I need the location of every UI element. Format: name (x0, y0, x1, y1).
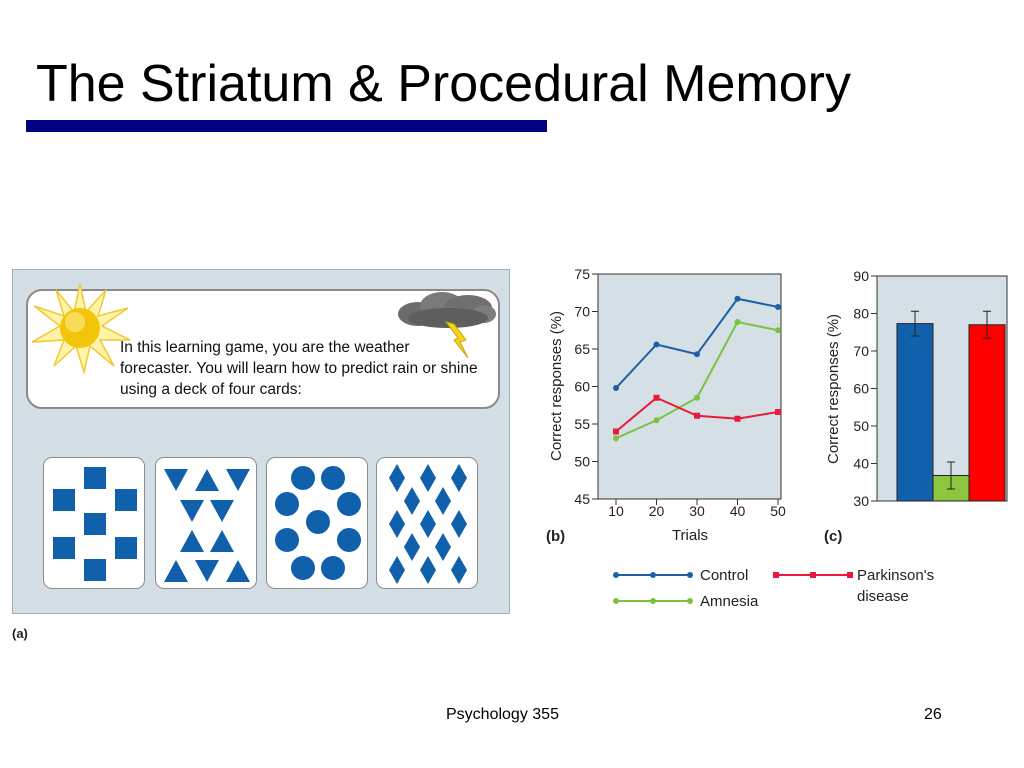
legend-marker (613, 598, 619, 604)
data-point (654, 417, 660, 423)
x-tick-label: 30 (689, 503, 705, 519)
data-point (613, 429, 619, 435)
card-circles (266, 457, 368, 589)
data-point (654, 342, 660, 348)
y-tick-label: 30 (853, 493, 869, 509)
y-tick-label: 70 (574, 303, 590, 320)
y-tick-label: 70 (853, 343, 869, 359)
legend-marker (810, 572, 816, 578)
sun-icon (28, 282, 132, 374)
legend-marker (847, 572, 853, 578)
legend-marker (613, 572, 619, 578)
legend-label: Amnesia (700, 593, 759, 610)
y-tick-label: 60 (853, 380, 869, 397)
diamond-shape (435, 487, 451, 515)
panel-b-label: (b) (546, 528, 566, 545)
footer-course: Psychology 355 (446, 706, 559, 723)
card-squares (43, 457, 145, 589)
legend-marker (773, 572, 779, 578)
data-point (613, 435, 619, 441)
panel-a-label: (a) (12, 626, 28, 641)
bar (969, 325, 1005, 501)
panel-c-label: (c) (824, 528, 843, 545)
legend-label: Parkinson's (857, 567, 935, 584)
diamond-shape (389, 464, 405, 492)
x-tick-label: 50 (770, 503, 786, 519)
y-tick-label: 50 (574, 453, 590, 470)
y-tick-label: 80 (853, 305, 869, 322)
diamond-shape (389, 510, 405, 538)
card-triangles (155, 457, 257, 589)
legend-marker (650, 598, 656, 604)
diamond-shape (435, 533, 451, 561)
instruction-text: In this learning game, you are the weather forecaster. You will learn how to predict rain or shine using a deck of four cards: (120, 339, 478, 398)
x-tick-label: 10 (608, 503, 624, 519)
diamond-shape (451, 556, 467, 584)
x-tick-label: 40 (729, 503, 746, 519)
title-underline (26, 120, 547, 132)
x-axis-label: Trials (671, 527, 709, 544)
y-axis-label: Correct responses (%) (548, 310, 565, 462)
legend-marker (650, 572, 656, 578)
data-point (694, 413, 700, 419)
y-tick-label: 40 (853, 455, 869, 472)
data-point (694, 395, 700, 401)
bar-chart (818, 262, 1018, 552)
y-tick-label: 75 (574, 266, 590, 282)
y-tick-label: 45 (574, 491, 590, 507)
y-tick-label: 60 (574, 378, 590, 395)
diamond-shape (420, 510, 436, 538)
legend-label: disease (857, 588, 909, 605)
data-point (775, 304, 781, 310)
data-point (613, 385, 619, 391)
data-point (735, 296, 741, 302)
legend-marker (687, 572, 693, 578)
data-point (775, 327, 781, 333)
plot-area-b (598, 274, 781, 499)
slide-title: The Striatum & Procedural Memory (36, 55, 851, 113)
diamond-shape (451, 464, 467, 492)
x-tick-label: 20 (648, 503, 665, 519)
diamond-shape (404, 487, 420, 515)
legend-marker (687, 598, 693, 604)
y-tick-label: 65 (574, 341, 590, 357)
data-point (654, 395, 660, 401)
diamond-shape (389, 556, 405, 584)
diamond-shape (420, 464, 436, 492)
card-diamonds (376, 457, 478, 589)
y-axis-label-c: Correct responses (%) (825, 313, 842, 465)
legend-label: Control (700, 567, 749, 584)
bar (897, 324, 933, 501)
footer-page-number: 26 (924, 706, 942, 723)
data-point (694, 351, 700, 357)
data-point (735, 416, 741, 422)
y-tick-label: 50 (853, 418, 869, 434)
data-point (775, 409, 781, 415)
diamond-shape (420, 556, 436, 584)
diamond-shape (451, 510, 467, 538)
y-tick-label: 90 (853, 268, 869, 284)
diamond-shape (404, 533, 420, 561)
y-tick-label: 55 (574, 416, 590, 432)
data-point (735, 319, 741, 325)
